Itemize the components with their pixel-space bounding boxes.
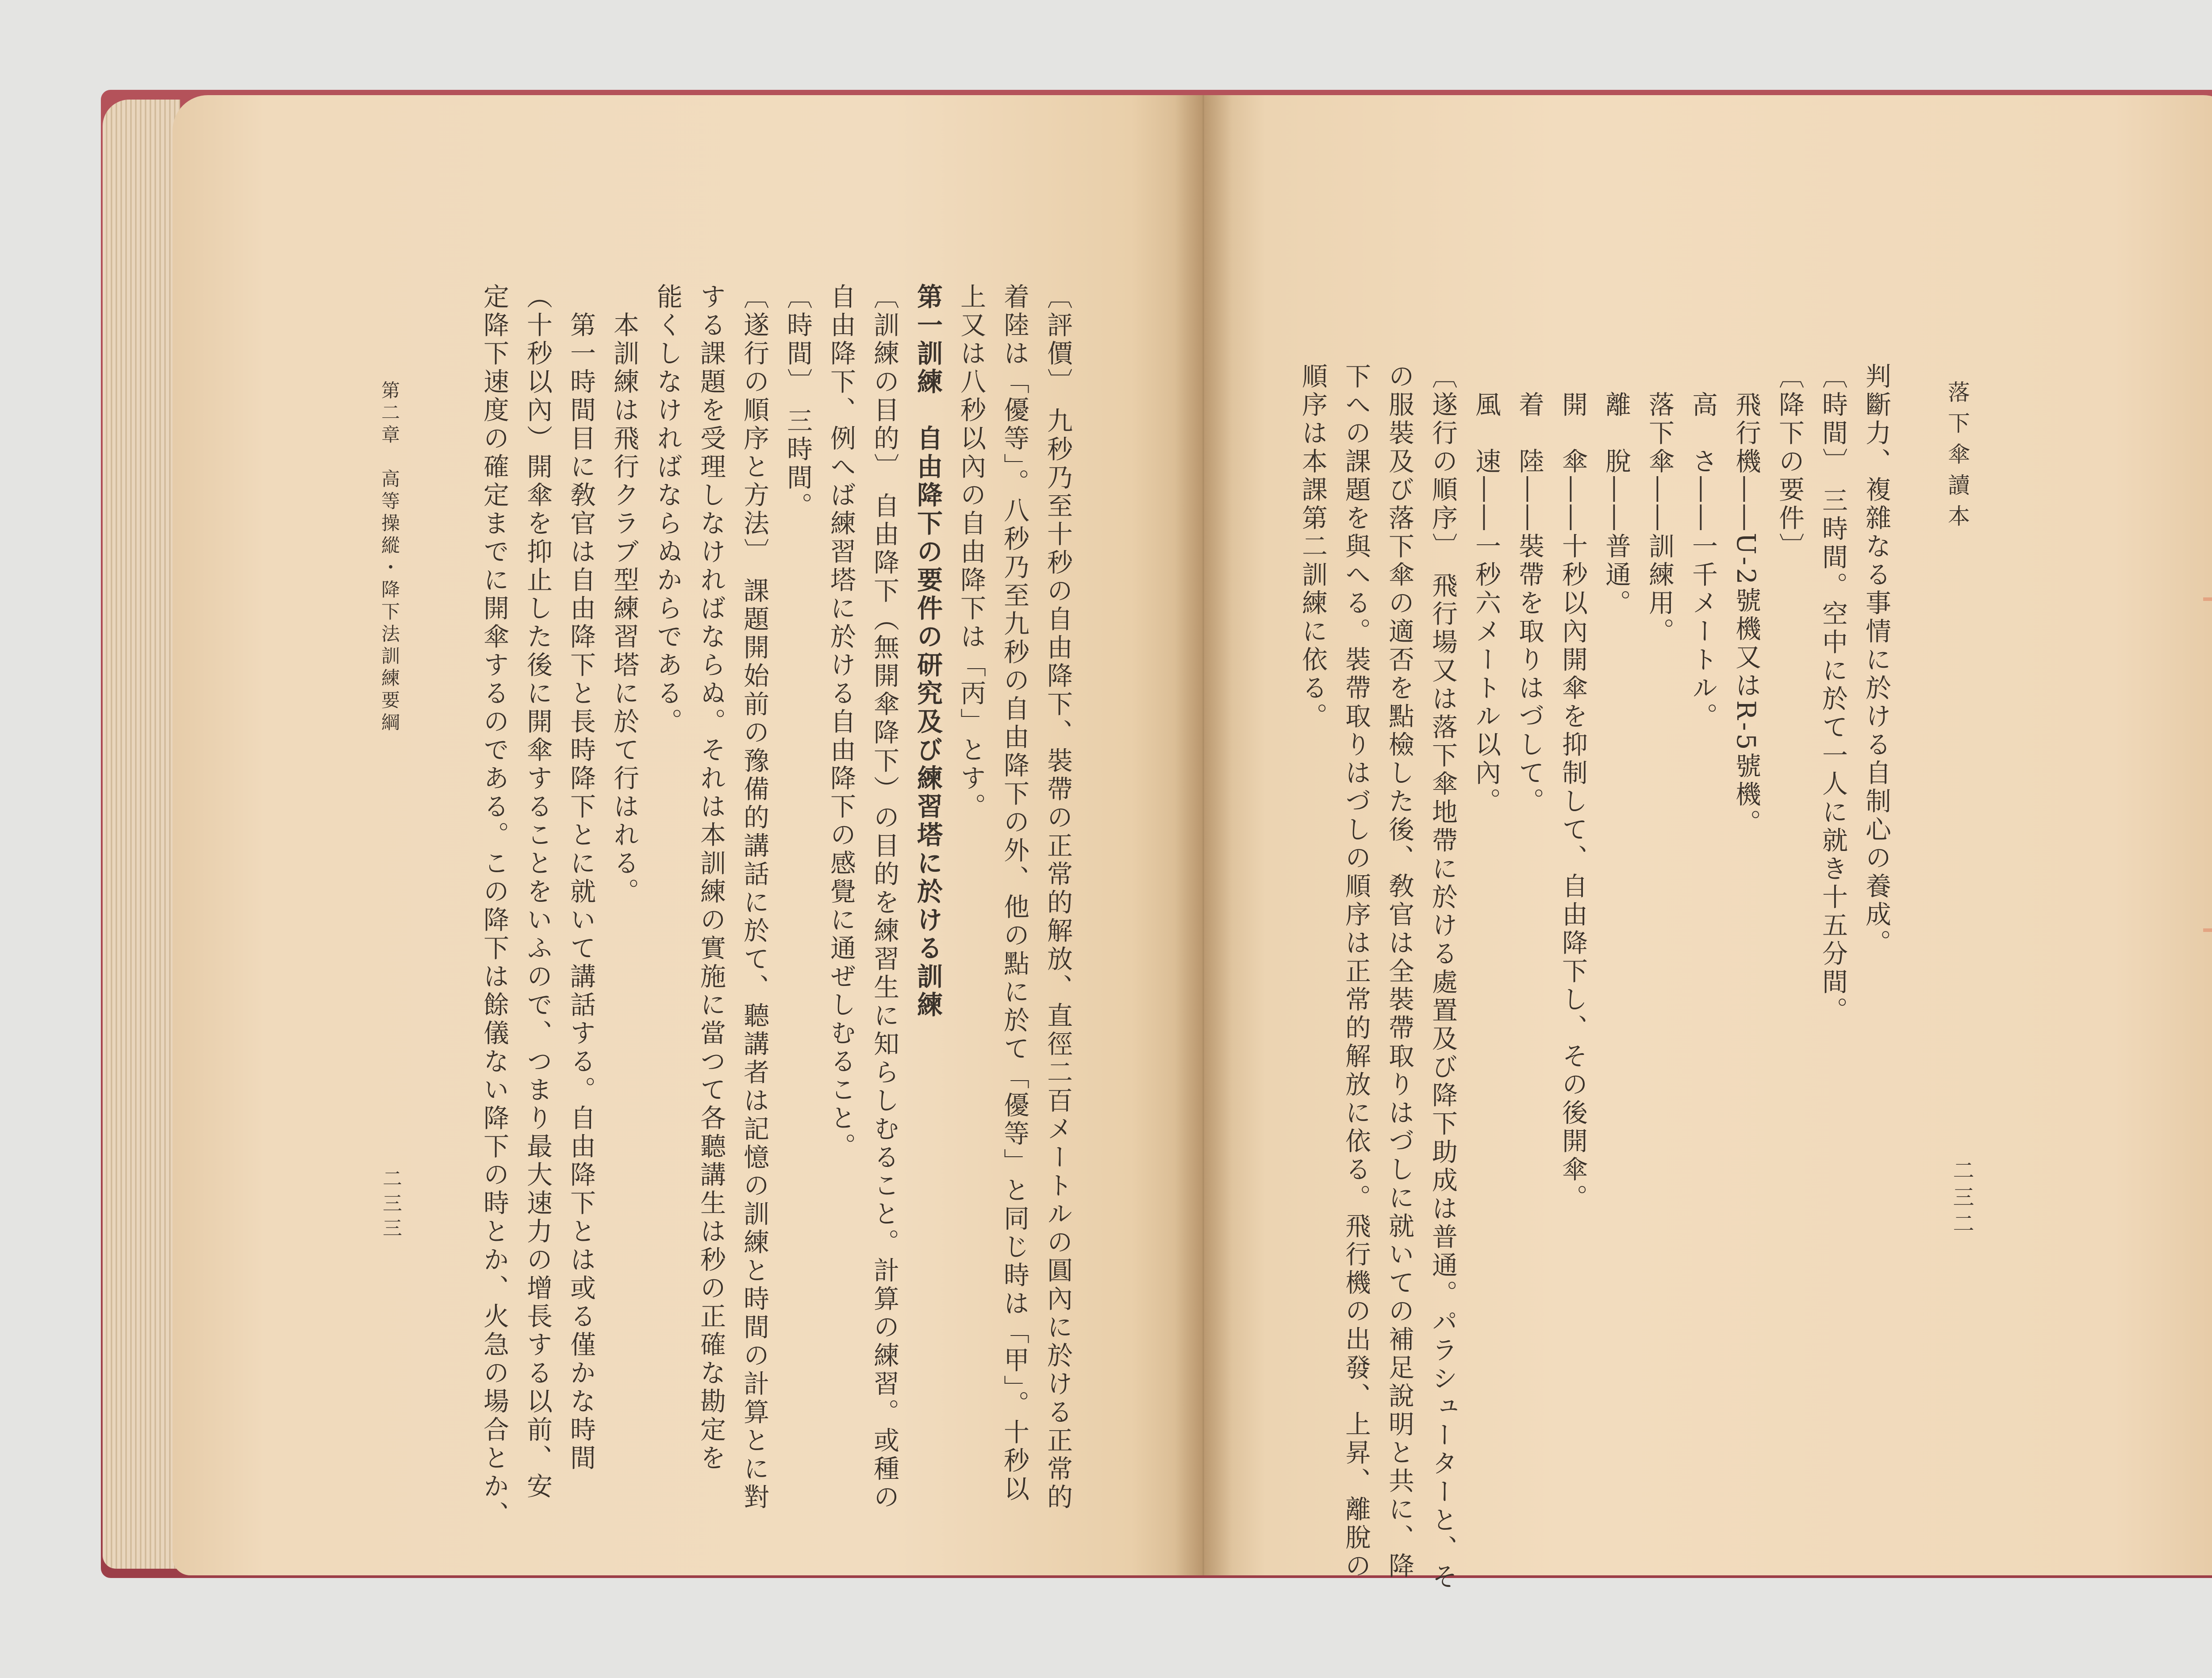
- left-page-line: 第一時間目に敎官は自由降下と長時降下とに就いて講話する。自由降下とは或る僅かな時間: [566, 283, 596, 1473]
- red-stain-mark: [2203, 597, 2212, 932]
- right-page-line: 着 陸――裝帶を取りはづして。: [1514, 363, 1544, 816]
- right-page-line: 離 脫――普通。: [1601, 363, 1631, 618]
- right-page-body: [1256, 363, 1898, 1592]
- right-page-line: 判斷力、複雜なる事情に於ける自制心の養成。: [1861, 363, 1891, 958]
- running-header: 落下傘讀本: [1944, 381, 1970, 535]
- right-page-line: 〔遂行の順序〕 飛行場又は落下傘地帶に於ける處置及び降下助成は普通。パラシューターと、そ: [1428, 363, 1458, 1592]
- right-page-line: 飛行機――U-2號機又はR-5號機。: [1731, 363, 1761, 838]
- right-page-line: の服裝及び落下傘の適否を點檢した後、敎官は全裝帶取りはづしに就いての補足說明と共に、降: [1384, 363, 1414, 1581]
- left-page-line: 能くしなければならぬからである。: [653, 283, 683, 736]
- left-page-line: 定降下速度の確定までに開傘するのである。この降下は餘儀ない降下の時とか、火急の場合とか、: [479, 283, 509, 1529]
- right-page-line: 風 速――一秒六メートル以內。: [1471, 363, 1501, 816]
- running-footer: 第二章 高等操縱・降下法訓練要綱: [379, 381, 400, 735]
- left-page-line: する課題を受理しなければならぬ。それは本訓練の實施に當つて各聽講生は秒の正確な勘定を: [696, 283, 726, 1473]
- right-page-line: 高 さ――一千メートル。: [1688, 363, 1718, 731]
- page-number-232: 二三二: [1949, 1159, 1974, 1239]
- left-page-heading: 第一訓練 自由降下の要件の研究及び練習塔に於ける訓練: [913, 283, 943, 1020]
- right-page-line: 下への課題を與へる。裝帶取りはづしの順序は正常的解放に依る。飛行機の出發、上昇、離脫の: [1341, 363, 1371, 1581]
- left-page-line: 着陸は「優等」。八秒乃至九秒の自由降下の外、他の點に於て「優等」と同じ時は「甲」。十秒以: [999, 283, 1029, 1504]
- left-page-line: （十秒以內）開傘を抑止した後に開傘することをいふので、つまり最大速力の增長する以前、安: [522, 283, 553, 1501]
- left-page-line: 〔遂行の順序と方法〕 課題開始前の豫備的講話に於て、聽講者は記憶の訓練と時間の計算とに對: [739, 283, 769, 1512]
- right-page-line: 〔時間〕 三時間。空中に於て一人に就き十五分間。: [1818, 363, 1848, 1025]
- right-page-line: 〔降下の要件〕: [1774, 363, 1805, 561]
- right-page-line: 順序は本課第二訓練に依る。: [1298, 363, 1328, 731]
- left-page-line: 本訓練は飛行クラブ型練習塔に於て行はれる。: [609, 283, 639, 906]
- left-page-edges: [103, 100, 180, 1569]
- left-page-body: [429, 283, 1079, 1529]
- left-page-line: 上又は八秒以內の自由降下は「丙」とす。: [956, 283, 986, 821]
- book-gutter: [1175, 95, 1232, 1575]
- left-page-line: 〔訓練の目的〕 自由降下（無開傘降下）の目的を練習生に知らしむること。計算の練習。或種の: [869, 283, 899, 1512]
- left-page-line: 自由降下、例へば練習塔に於ける自由降下の感覺に通ぜしむること。: [826, 283, 856, 1161]
- page-number-233: 二三三: [379, 1168, 402, 1243]
- left-page-line: 〔評價〕 九秒乃至十秒の自由降下、裝帶の正常的解放、直徑二百メートルの圓內に於ける正常的: [1043, 283, 1073, 1512]
- left-page-line: 〔時間〕 三時間。: [783, 283, 813, 521]
- right-page-line: 落下傘――訓練用。: [1644, 363, 1674, 646]
- right-page-line: 開 傘――十秒以內開傘を抑制して、自由降下し、その後開傘。: [1558, 363, 1588, 1212]
